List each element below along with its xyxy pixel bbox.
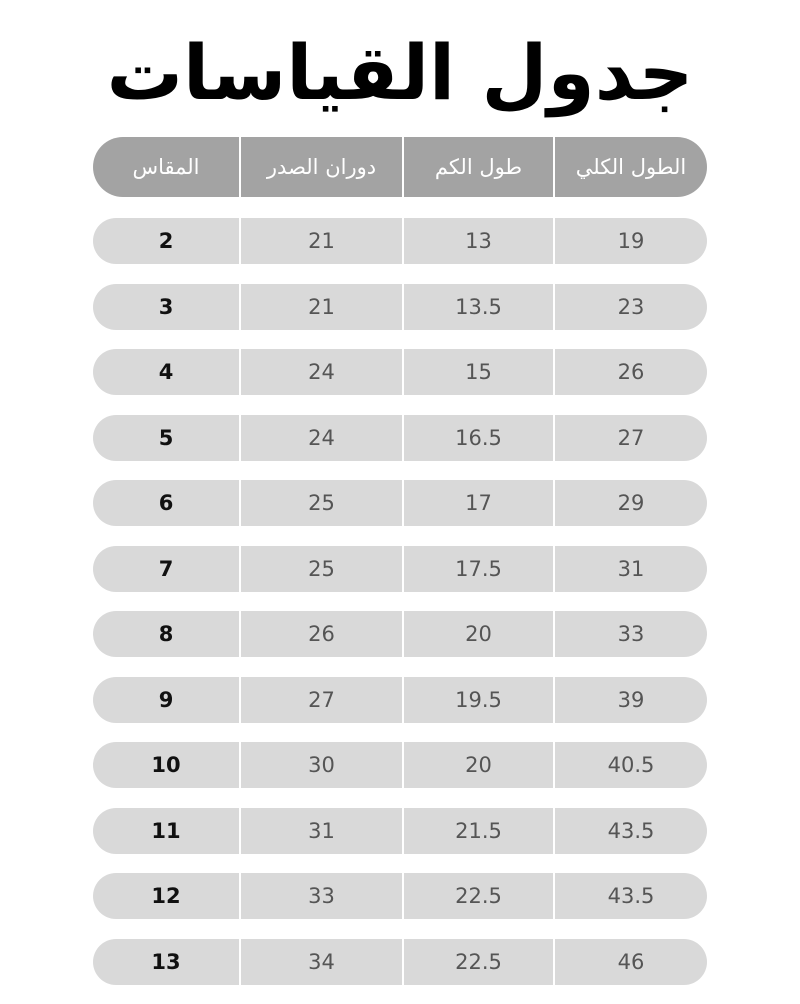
cell-total-length: 23 bbox=[553, 284, 707, 330]
table-row bbox=[93, 677, 707, 723]
cell-size: 9 bbox=[158, 687, 174, 712]
cell-sleeve: 20 bbox=[402, 611, 553, 657]
cell-size: 8 bbox=[158, 622, 174, 646]
cell-size: 3 bbox=[158, 294, 174, 319]
table-row bbox=[93, 808, 707, 854]
table-row bbox=[93, 480, 707, 526]
cell-sleeve: 22.5 bbox=[402, 939, 553, 985]
cell-sleeve: 16.5 bbox=[402, 415, 553, 461]
table-row bbox=[93, 218, 707, 264]
table-row bbox=[93, 546, 707, 592]
cell-total-length: 39 bbox=[553, 677, 707, 723]
table-header-row bbox=[93, 137, 707, 197]
cell-sleeve: 13.5 bbox=[402, 284, 553, 330]
cell-chest: 33 bbox=[239, 873, 402, 919]
table-row bbox=[93, 611, 707, 657]
cell-sleeve: 21.5 bbox=[402, 808, 553, 854]
header-total-length: الطول الكلي bbox=[553, 137, 707, 197]
cell-size: 12 bbox=[151, 884, 181, 908]
cell-total-length: 29 bbox=[553, 480, 707, 526]
cell-chest: 24 bbox=[239, 349, 402, 395]
cell-chest: 30 bbox=[239, 742, 402, 788]
cell-sleeve: 19.5 bbox=[402, 677, 553, 723]
table-row bbox=[93, 742, 707, 788]
header-chest: دوران الصدر bbox=[239, 137, 402, 197]
cell-sleeve: 22.5 bbox=[402, 873, 553, 919]
header-size: المقاس bbox=[132, 155, 200, 179]
cell-sleeve: 13 bbox=[402, 218, 553, 264]
cell-total-length: 31 bbox=[553, 546, 707, 592]
cell-chest: 27 bbox=[239, 677, 402, 723]
cell-size: 11 bbox=[151, 818, 181, 843]
cell-total-length: 40.5 bbox=[553, 742, 707, 788]
cell-total-length: 26 bbox=[553, 349, 707, 395]
cell-size: 7 bbox=[158, 556, 174, 581]
cell-total-length: 19 bbox=[553, 218, 707, 264]
table-row bbox=[93, 873, 707, 919]
cell-chest: 21 bbox=[239, 284, 402, 330]
cell-chest: 26 bbox=[239, 611, 402, 657]
cell-chest: 31 bbox=[239, 808, 402, 854]
cell-chest: 24 bbox=[239, 415, 402, 461]
table-body bbox=[93, 218, 707, 985]
cell-total-length: 46 bbox=[553, 939, 707, 985]
cell-sleeve: 17.5 bbox=[402, 546, 553, 592]
table-row bbox=[93, 284, 707, 330]
cell-size: 6 bbox=[158, 491, 174, 515]
cell-sleeve: 17 bbox=[402, 480, 553, 526]
cell-size: 5 bbox=[158, 425, 174, 450]
table-row bbox=[93, 349, 707, 395]
header-sleeve: طول الكم bbox=[402, 137, 553, 197]
cell-chest: 21 bbox=[239, 218, 402, 264]
cell-sleeve: 20 bbox=[402, 742, 553, 788]
table-row bbox=[93, 415, 707, 461]
cell-total-length: 43.5 bbox=[553, 808, 707, 854]
size-table bbox=[93, 137, 707, 1004]
cell-chest: 25 bbox=[239, 480, 402, 526]
cell-chest: 34 bbox=[239, 939, 402, 985]
table-row bbox=[93, 939, 707, 985]
page-title: جدول القياسات bbox=[106, 28, 694, 117]
cell-size: 13 bbox=[151, 949, 181, 974]
cell-size: 4 bbox=[158, 360, 174, 384]
cell-total-length: 43.5 bbox=[553, 873, 707, 919]
cell-sleeve: 15 bbox=[402, 349, 553, 395]
cell-total-length: 33 bbox=[553, 611, 707, 657]
cell-size: 10 bbox=[151, 753, 181, 777]
cell-size: 2 bbox=[158, 229, 174, 253]
cell-chest: 25 bbox=[239, 546, 402, 592]
cell-total-length: 27 bbox=[553, 415, 707, 461]
